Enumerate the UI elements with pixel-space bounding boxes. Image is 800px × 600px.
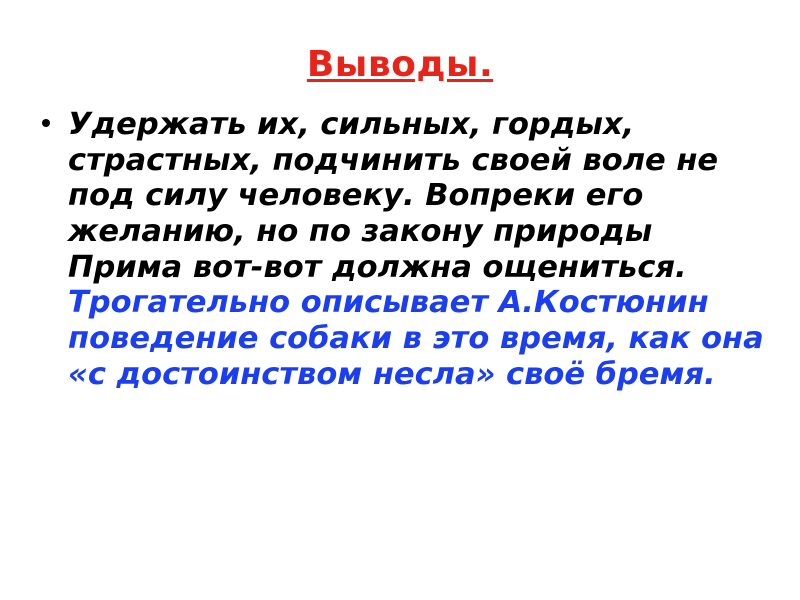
list-item: [38, 107, 770, 392]
paragraph-segment-blue: Трогательно описывает А.Костюнин поведение собаки в это время, как она «с достоинством несла» своё бремя.: [68, 285, 764, 392]
page-title: Выводы.: [306, 44, 494, 85]
paragraph-segment-black: Удержать их, сильных, гордых, страстных, подчинить своей воле не под силу человеку. Вопреки его желанию, но по закону природы Прима вот-вот должна ощениться.: [68, 107, 719, 285]
bullet-dot-icon: [42, 119, 50, 127]
slide-body: [0, 107, 800, 392]
